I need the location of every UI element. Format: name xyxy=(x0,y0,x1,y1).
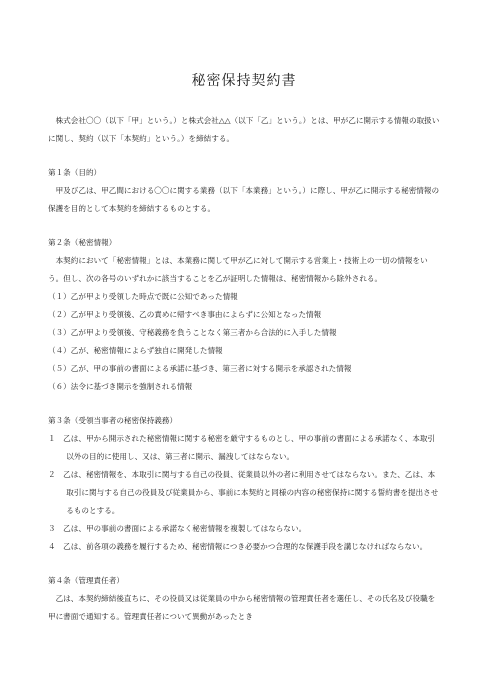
article-3-item: ４ 乙は、前各項の義務を履行するため、秘密情報につき必要かつ合理的な保護手段を講じなければならない。 xyxy=(48,542,428,551)
preamble: 株式会社〇〇（以下「甲」という。）と株式会社△△（以下「乙」という。）とは、甲が乙に開示する情報の取扱いに関し、契約（以下「本契約」という。）を締結する。 xyxy=(48,116,440,143)
article-3-item: ３ 乙は、甲の事前の書面による承諾なく秘密情報を複製してはならない。 xyxy=(48,524,307,533)
article-1-text: 甲及び乙は、甲乙間における〇〇に関する業務（以下「本業務」という。）に際し、甲が乙に開示する秘密情報の保護を目的として本契約を締結するものとする。 xyxy=(48,186,440,213)
article-2-heading: 第２条（秘密情報） xyxy=(48,238,117,247)
article-2-item: （４）乙が、秘密情報によらず独自に開発した情報 xyxy=(48,346,223,355)
article-3-heading: 第３条（受領当事者の秘密保持義務） xyxy=(48,416,178,425)
article-3-item: １ 乙は、甲から開示された秘密情報に関する秘密を厳守するものとし、甲の事前の書面による承諾なく、本取引以外の目的に使用し、又は、第三者に開示、漏洩してはならない。 xyxy=(48,434,436,461)
article-1-heading: 第１条（目的） xyxy=(48,168,102,177)
article-2-item: （２）乙が甲より受領後、乙の責めに帰すべき事由によらずに公知となった情報 xyxy=(48,310,322,319)
article-2-item: （６）法令に基づき開示を強制される情報 xyxy=(48,382,193,391)
document-title: 秘密保持契約書 xyxy=(191,73,297,89)
article-3-item: ２ 乙は、秘密情報を、本取引に関与する自己の役員、従業員以外の者に利用させてはならない。また、乙は、本取引に関与する自己の役員及び従業員から、事前に本契約と同様の内容の秘密保持に関する誓約書を提出させるものとする。 xyxy=(48,470,439,515)
article-4-heading: 第４条（管理責任者） xyxy=(48,576,124,585)
article-4-text: 乙は、本契約締結後直ちに、その役員又は従業員の中から秘密情報の管理責任者を選任し、その氏名及び役職を甲に書面で通知する。管理責任者について異動があったとき xyxy=(48,594,436,621)
article-2-item: （１）乙が甲より受領した時点で既に公知であった情報 xyxy=(48,292,238,301)
article-2-item: （５）乙が、甲の事前の書面による承諾に基づき、第三者に対する開示を承認された情報 xyxy=(48,364,352,373)
article-2-item: （３）乙が甲より受領後、守秘義務を負うことなく第三者から合法的に入手した情報 xyxy=(48,328,337,337)
article-2-text: 本契約において「秘密情報」とは、本業務に関して甲が乙に対して開示する営業上・技術上の一切の情報をいう。但し、次の各号のいずれかに該当することを乙が証明した情報は、秘密情報から除外される。 xyxy=(48,256,428,283)
document-body xyxy=(48,112,440,626)
